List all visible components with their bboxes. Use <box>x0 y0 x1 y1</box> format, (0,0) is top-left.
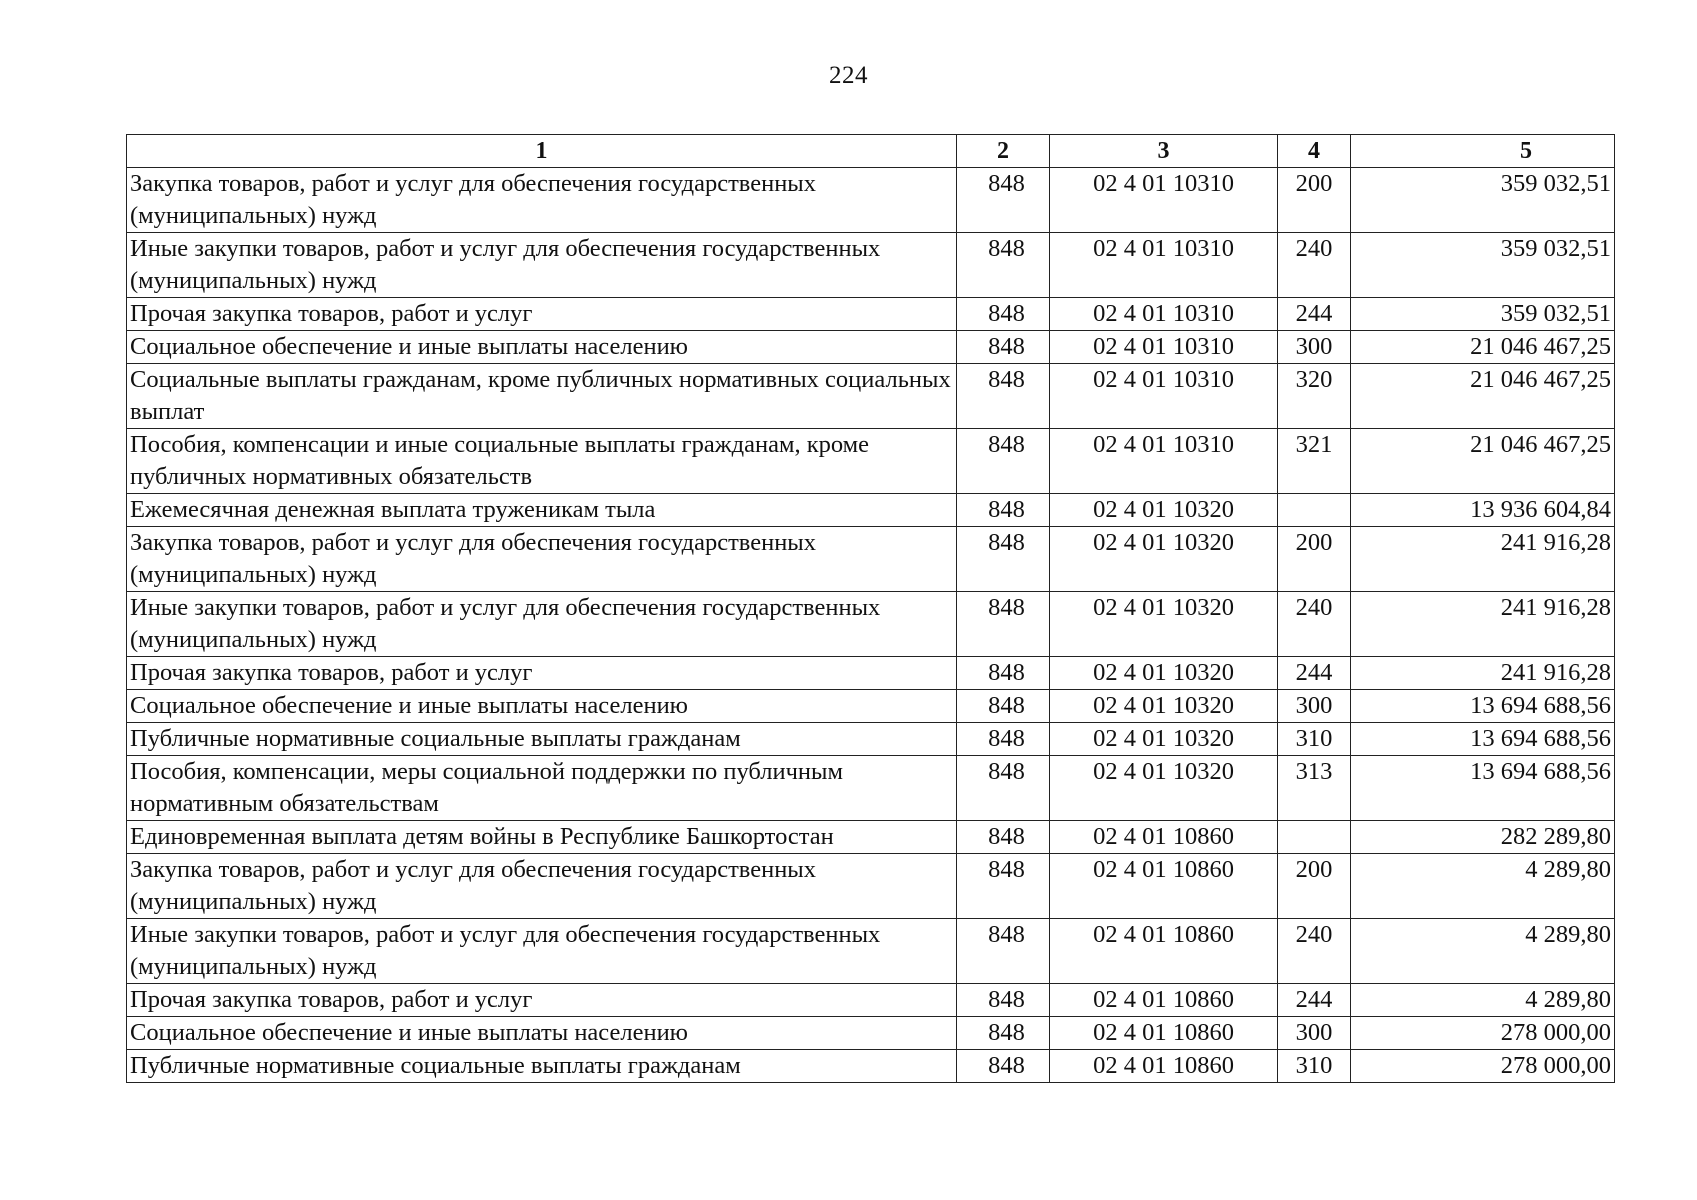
table-row <box>127 657 1615 690</box>
row-target-code-cell: 02 4 01 10320 <box>1050 756 1278 821</box>
row-amount-cell: 4 289,80 <box>1351 984 1615 1017</box>
table-row <box>127 592 1615 657</box>
row-expense-type-cell: 240 <box>1278 592 1351 657</box>
row-target-code-cell: 02 4 01 10860 <box>1050 1017 1278 1050</box>
row-admin-code-cell: 848 <box>957 756 1050 821</box>
row-admin-code-cell: 848 <box>957 854 1050 919</box>
row-amount-cell: 359 032,51 <box>1351 168 1615 233</box>
row-admin-code-cell: 848 <box>957 919 1050 984</box>
column-header-2: 2 <box>957 135 1050 168</box>
row-name-cell: Прочая закупка товаров, работ и услуг <box>127 657 957 690</box>
row-amount-cell: 241 916,28 <box>1351 657 1615 690</box>
row-admin-code-cell: 848 <box>957 364 1050 429</box>
row-expense-type-cell: 200 <box>1278 527 1351 592</box>
budget-table <box>126 134 1615 1083</box>
row-target-code-cell: 02 4 01 10310 <box>1050 233 1278 298</box>
row-expense-type-cell: 240 <box>1278 233 1351 298</box>
row-target-code-cell: 02 4 01 10310 <box>1050 364 1278 429</box>
row-target-code-cell: 02 4 01 10860 <box>1050 821 1278 854</box>
row-admin-code-cell: 848 <box>957 723 1050 756</box>
row-expense-type-cell: 244 <box>1278 298 1351 331</box>
row-target-code-cell: 02 4 01 10860 <box>1050 1050 1278 1083</box>
table-body <box>127 168 1615 1083</box>
row-target-code-cell: 02 4 01 10320 <box>1050 690 1278 723</box>
row-name-cell: Закупка товаров, работ и услуг для обеспечения государственных (муниципальных) нужд <box>127 854 957 919</box>
row-name-cell: Социальные выплаты гражданам, кроме публичных нормативных социальных выплат <box>127 364 957 429</box>
row-target-code-cell: 02 4 01 10320 <box>1050 592 1278 657</box>
row-admin-code-cell: 848 <box>957 331 1050 364</box>
row-name-cell: Социальное обеспечение и иные выплаты населению <box>127 331 957 364</box>
table-row <box>127 1017 1615 1050</box>
row-expense-type-cell: 200 <box>1278 854 1351 919</box>
row-admin-code-cell: 848 <box>957 657 1050 690</box>
row-name-cell: Пособия, компенсации, меры социальной поддержки по публичным нормативным обязательствам <box>127 756 957 821</box>
row-admin-code-cell: 848 <box>957 821 1050 854</box>
row-name-cell: Прочая закупка товаров, работ и услуг <box>127 298 957 331</box>
row-target-code-cell: 02 4 01 10320 <box>1050 527 1278 592</box>
table-row <box>127 919 1615 984</box>
table-row <box>127 723 1615 756</box>
row-expense-type-cell: 321 <box>1278 429 1351 494</box>
row-admin-code-cell: 848 <box>957 494 1050 527</box>
row-target-code-cell: 02 4 01 10310 <box>1050 429 1278 494</box>
row-expense-type-cell: 244 <box>1278 657 1351 690</box>
table-row <box>127 821 1615 854</box>
row-target-code-cell: 02 4 01 10860 <box>1050 854 1278 919</box>
row-amount-cell: 278 000,00 <box>1351 1050 1615 1083</box>
row-name-cell: Иные закупки товаров, работ и услуг для обеспечения государственных (муниципальных) нужд <box>127 233 957 298</box>
row-amount-cell: 282 289,80 <box>1351 821 1615 854</box>
row-admin-code-cell: 848 <box>957 592 1050 657</box>
row-target-code-cell: 02 4 01 10310 <box>1050 168 1278 233</box>
row-target-code-cell: 02 4 01 10310 <box>1050 331 1278 364</box>
row-target-code-cell: 02 4 01 10860 <box>1050 984 1278 1017</box>
table-row <box>127 331 1615 364</box>
table-row <box>127 756 1615 821</box>
row-target-code-cell: 02 4 01 10310 <box>1050 298 1278 331</box>
row-amount-cell: 4 289,80 <box>1351 854 1615 919</box>
row-admin-code-cell: 848 <box>957 984 1050 1017</box>
table-row <box>127 854 1615 919</box>
row-amount-cell: 359 032,51 <box>1351 298 1615 331</box>
row-amount-cell: 13 936 604,84 <box>1351 494 1615 527</box>
row-expense-type-cell: 240 <box>1278 919 1351 984</box>
table-row <box>127 298 1615 331</box>
row-name-cell: Публичные нормативные социальные выплаты гражданам <box>127 1050 957 1083</box>
row-admin-code-cell: 848 <box>957 298 1050 331</box>
table-row <box>127 364 1615 429</box>
row-name-cell: Закупка товаров, работ и услуг для обеспечения государственных (муниципальных) нужд <box>127 168 957 233</box>
column-header-5: 5 <box>1351 135 1615 168</box>
row-name-cell: Пособия, компенсации и иные социальные выплаты гражданам, кроме публичных нормативных обязательств <box>127 429 957 494</box>
row-expense-type-cell: 310 <box>1278 723 1351 756</box>
table-row <box>127 494 1615 527</box>
row-expense-type-cell: 200 <box>1278 168 1351 233</box>
table-row <box>127 1050 1615 1083</box>
row-target-code-cell: 02 4 01 10320 <box>1050 723 1278 756</box>
row-name-cell: Ежемесячная денежная выплата труженикам тыла <box>127 494 957 527</box>
row-amount-cell: 13 694 688,56 <box>1351 690 1615 723</box>
row-amount-cell: 13 694 688,56 <box>1351 756 1615 821</box>
row-expense-type-cell <box>1278 494 1351 527</box>
row-name-cell: Единовременная выплата детям войны в Республике Башкортостан <box>127 821 957 854</box>
row-amount-cell: 359 032,51 <box>1351 233 1615 298</box>
row-amount-cell: 21 046 467,25 <box>1351 364 1615 429</box>
row-expense-type-cell: 313 <box>1278 756 1351 821</box>
row-expense-type-cell: 300 <box>1278 331 1351 364</box>
row-name-cell: Иные закупки товаров, работ и услуг для обеспечения государственных (муниципальных) нужд <box>127 592 957 657</box>
row-amount-cell: 13 694 688,56 <box>1351 723 1615 756</box>
row-expense-type-cell: 310 <box>1278 1050 1351 1083</box>
column-header-4: 4 <box>1278 135 1351 168</box>
row-target-code-cell: 02 4 01 10320 <box>1050 494 1278 527</box>
row-amount-cell: 21 046 467,25 <box>1351 429 1615 494</box>
table-row <box>127 233 1615 298</box>
row-amount-cell: 241 916,28 <box>1351 592 1615 657</box>
row-admin-code-cell: 848 <box>957 233 1050 298</box>
row-admin-code-cell: 848 <box>957 1050 1050 1083</box>
row-amount-cell: 21 046 467,25 <box>1351 331 1615 364</box>
row-admin-code-cell: 848 <box>957 429 1050 494</box>
row-target-code-cell: 02 4 01 10860 <box>1050 919 1278 984</box>
table-row <box>127 429 1615 494</box>
row-expense-type-cell: 300 <box>1278 1017 1351 1050</box>
table-row <box>127 690 1615 723</box>
row-amount-cell: 278 000,00 <box>1351 1017 1615 1050</box>
row-expense-type-cell: 300 <box>1278 690 1351 723</box>
row-admin-code-cell: 848 <box>957 168 1050 233</box>
row-name-cell: Прочая закупка товаров, работ и услуг <box>127 984 957 1017</box>
row-target-code-cell: 02 4 01 10320 <box>1050 657 1278 690</box>
row-name-cell: Закупка товаров, работ и услуг для обеспечения государственных (муниципальных) нужд <box>127 527 957 592</box>
row-name-cell: Иные закупки товаров, работ и услуг для обеспечения государственных (муниципальных) нужд <box>127 919 957 984</box>
row-admin-code-cell: 848 <box>957 1017 1050 1050</box>
row-expense-type-cell <box>1278 821 1351 854</box>
header-row <box>127 135 1615 168</box>
row-admin-code-cell: 848 <box>957 527 1050 592</box>
row-name-cell: Социальное обеспечение и иные выплаты населению <box>127 1017 957 1050</box>
page-number: 224 <box>829 62 868 89</box>
row-name-cell: Социальное обеспечение и иные выплаты населению <box>127 690 957 723</box>
row-admin-code-cell: 848 <box>957 690 1050 723</box>
row-name-cell: Публичные нормативные социальные выплаты гражданам <box>127 723 957 756</box>
table-row <box>127 527 1615 592</box>
column-header-1: 1 <box>127 135 957 168</box>
row-expense-type-cell: 320 <box>1278 364 1351 429</box>
table-row <box>127 168 1615 233</box>
row-amount-cell: 241 916,28 <box>1351 527 1615 592</box>
row-expense-type-cell: 244 <box>1278 984 1351 1017</box>
table-row <box>127 984 1615 1017</box>
column-header-3: 3 <box>1050 135 1278 168</box>
row-amount-cell: 4 289,80 <box>1351 919 1615 984</box>
